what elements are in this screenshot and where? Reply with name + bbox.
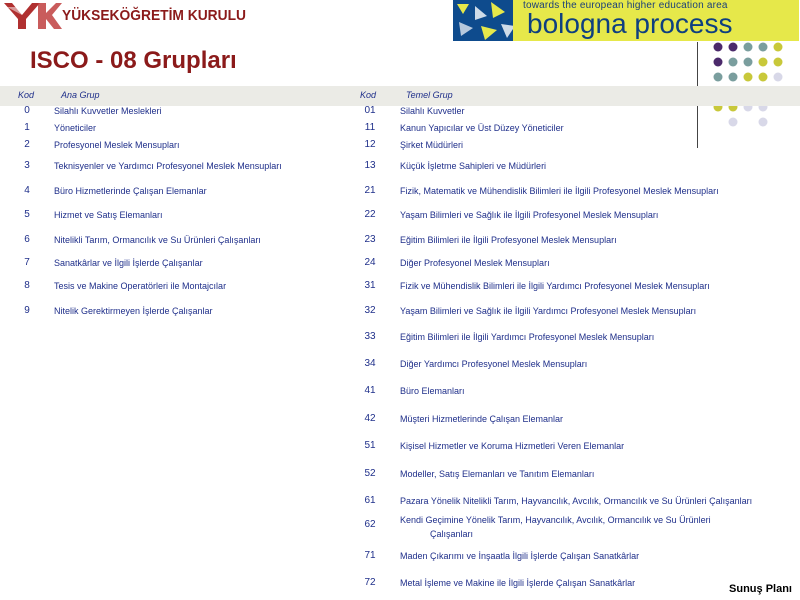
sub-code: 11 <box>364 122 376 133</box>
main-code: 7 <box>24 257 30 268</box>
bologna-banner <box>453 0 799 41</box>
presentation-plan-link[interactable]: Sunuş Planı <box>729 583 792 595</box>
main-name: Hizmet ve Satış Elemanları <box>54 210 163 220</box>
org-name: YÜKSEKÖĞRETİM KURULU <box>62 7 247 24</box>
sub-name: Kendi Geçimine Yönelik Tarım, Hayvancılık, Avcılık, Ormancılık ve Su Ürünleri <box>400 515 711 525</box>
sub-name-line2: Çalışanları <box>430 529 474 539</box>
main-code: 4 <box>24 185 30 196</box>
sub-name: Fizik ve Mühendislik Bilimleri ile İlgili Yardımcı Profesyonel Meslek Mensupları <box>400 281 710 291</box>
main-code: 6 <box>24 234 30 245</box>
sub-name: Modeller, Satış Elemanları ve Tanıtım Elemanları <box>400 469 595 479</box>
sub-name: Şirket Müdürleri <box>400 140 464 150</box>
left-code-header: Kod <box>18 90 35 100</box>
sub-name: Diğer Yardımcı Profesyonel Meslek Mensupları <box>400 359 588 369</box>
sub-name: Büro Elemanları <box>400 386 465 396</box>
sub-code: 71 <box>364 550 376 561</box>
sub-name: Yaşam Bilimleri ve Sağlık ile İlgili Profesyonel Meslek Mensupları <box>400 210 659 220</box>
sub-code: 52 <box>364 468 376 479</box>
sub-code: 41 <box>364 385 376 396</box>
sub-name: Fizik, Matematik ve Mühendislik Bilimleri ile İlgili Profesyonel Meslek Mensupları <box>400 186 719 196</box>
left-name-header: Ana Grup <box>61 90 100 100</box>
sub-name: Kişisel Hizmetler ve Koruma Hizmetleri Veren Elemanlar <box>400 441 625 451</box>
main-name: Nitelik Gerektirmeyen İşlerde Çalışanlar <box>54 306 213 316</box>
sub-code: 72 <box>364 577 376 588</box>
main-name: Teknisyenler ve Yardımcı Profesyonel Meslek Mensupları <box>54 161 282 171</box>
sub-code: 21 <box>364 185 376 196</box>
sub-code: 51 <box>364 440 376 451</box>
main-name: Sanatkârlar ve İlgili İşlerde Çalışanlar <box>54 258 203 268</box>
main-code: 9 <box>24 305 30 316</box>
main-name: Yöneticiler <box>54 123 97 133</box>
sub-name: Müşteri Hizmetlerinde Çalışan Elemanlar <box>400 414 564 424</box>
main-name: Tesis ve Makine Operatörleri ile Montajcılar <box>54 281 227 291</box>
sub-name: Küçük İşletme Sahipleri ve Müdürleri <box>400 161 547 171</box>
yok-emblem-icon <box>2 1 62 31</box>
page-title: ISCO - 08 Grupları <box>30 47 237 74</box>
sub-code: 13 <box>364 160 376 171</box>
sub-name: Silahlı Kuvvetler <box>400 106 465 116</box>
sub-code: 61 <box>364 495 376 506</box>
main-code: 1 <box>24 122 30 133</box>
sub-name: Diğer Profesyonel Meslek Mensupları <box>400 258 550 268</box>
sub-name: Eğitim Bilimleri ile İlgili Profesyonel Meslek Mensupları <box>400 235 617 245</box>
table-header <box>0 86 800 106</box>
sub-code: 22 <box>364 209 376 220</box>
main-name: Silahlı Kuvvetler Meslekleri <box>54 106 162 116</box>
main-code: 8 <box>24 280 30 291</box>
sub-code: 12 <box>364 139 376 150</box>
yok-logo <box>0 0 247 34</box>
sub-code: 24 <box>364 257 376 268</box>
main-code: 2 <box>24 139 30 150</box>
main-name: Büro Hizmetlerinde Çalışan Elemanlar <box>54 186 207 196</box>
sub-name: Pazara Yönelik Nitelikli Tarım, Hayvancılık, Avcılık, Ormancılık ve Su Ürünleri Çalışanları <box>400 496 753 506</box>
right-name-header: Temel Grup <box>406 90 453 100</box>
main-name: Profesyonel Meslek Mensupları <box>54 140 180 150</box>
sub-code: 62 <box>364 519 376 530</box>
main-code: 0 <box>24 105 30 116</box>
sub-name: Yaşam Bilimleri ve Sağlık ile İlgili Yardımcı Profesyonel Meslek Mensupları <box>400 306 697 316</box>
sub-code: 31 <box>364 280 376 291</box>
sub-code: 42 <box>364 413 376 424</box>
main-code: 5 <box>24 209 30 220</box>
main-name: Nitelikli Tarım, Ormancılık ve Su Ürünleri Çalışanları <box>54 235 261 245</box>
sub-code: 01 <box>364 105 376 116</box>
sub-code: 34 <box>364 358 376 369</box>
sub-name: Metal İşleme ve Makine ile İlgili İşlerde Çalışan Sanatkârlar <box>400 578 636 588</box>
banner-tagline: towards the european higher education area <box>523 0 728 11</box>
bologna-art-icon <box>453 0 517 41</box>
sub-code: 33 <box>364 331 376 342</box>
sub-code: 23 <box>364 234 376 245</box>
main-code: 3 <box>24 160 30 171</box>
sub-code: 32 <box>364 305 376 316</box>
sub-name: Maden Çıkarımı ve İnşaatla İlgili İşlerde Çalışan Sanatkârlar <box>400 551 640 561</box>
sub-name: Eğitim Bilimleri ile İlgili Yardımcı Profesyonel Meslek Mensupları <box>400 332 655 342</box>
sub-name: Kanun Yapıcılar ve Üst Düzey Yöneticiler <box>400 123 564 133</box>
right-code-header: Kod <box>360 90 377 100</box>
banner-title: bologna process <box>527 8 733 39</box>
